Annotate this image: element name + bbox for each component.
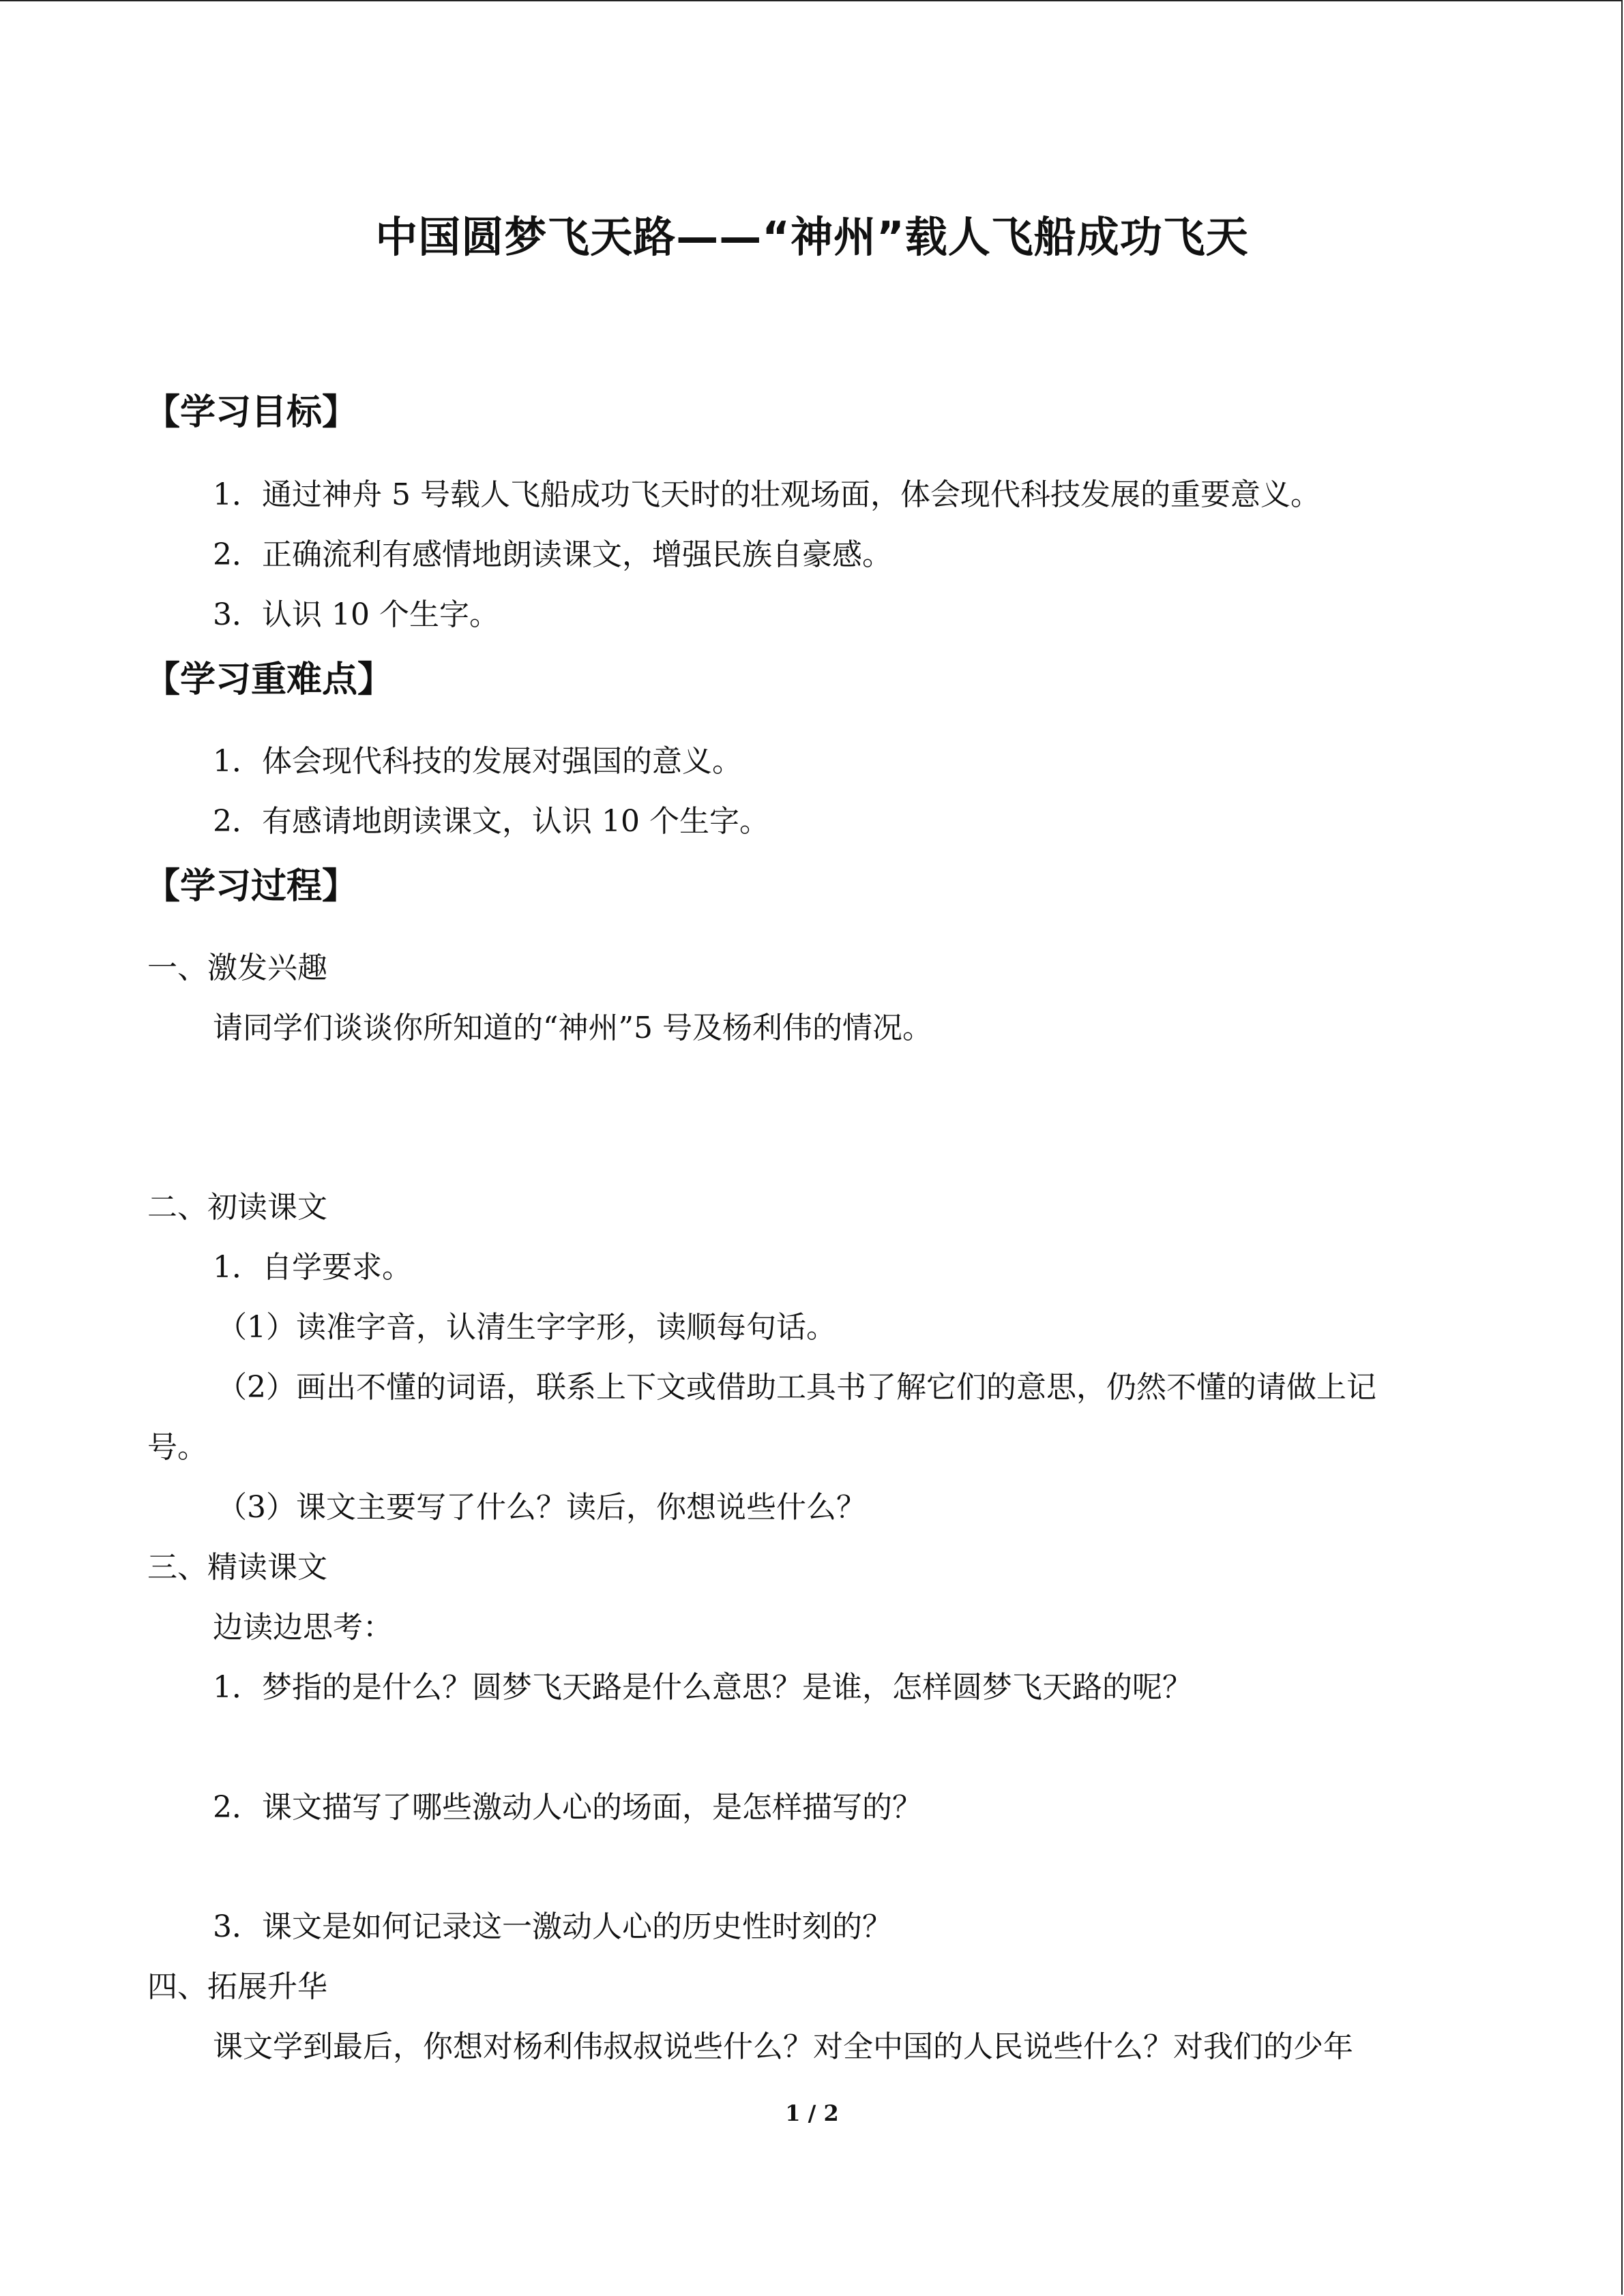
document-title: 中国圆梦飞天路——“神州”载人飞船成功飞天 <box>375 212 1249 262</box>
section-2-sub-2: （2）画出不懂的词语，联系上下文或借助工具书了解它们的意思，仍然不懂的请做上记 <box>217 1370 1376 1405</box>
section-3-question-3: 3．课文是如何记录这一激动人心的历史性时刻的？ <box>213 1909 892 1944</box>
section-3-question-2: 2．课文描写了哪些激动人心的场面，是怎样描写的？ <box>213 1790 922 1825</box>
page-number: 1 / 2 <box>785 2100 839 2126</box>
section-3-intro: 边读边思考： <box>213 1610 393 1645</box>
section-2-title: 二、初读课文 <box>147 1190 327 1225</box>
key-point-item-2: 2．有感请地朗读课文，认识 10 个生字。 <box>213 804 769 839</box>
section-2-sub-1: （1）读准字音，认清生字字形，读顺每句话。 <box>217 1310 836 1345</box>
section-2-item-1: 1．自学要求。 <box>213 1250 412 1285</box>
key-points-heading: 【学习重难点】 <box>145 659 394 700</box>
process-heading: 【学习过程】 <box>145 866 358 907</box>
section-1-title: 一、激发兴趣 <box>147 951 327 985</box>
section-3-question-1: 1．梦指的是什么？圆梦飞天路是什么意思？是谁，怎样圆梦飞天路的呢？ <box>213 1670 1192 1705</box>
section-3-title: 三、精读课文 <box>147 1550 327 1585</box>
goal-item-1: 1．通过神舟 5 号载人飞船成功飞天时的壮观场面，体会现代科技发展的重要意义。 <box>213 477 1320 512</box>
section-4-text: 课文学到最后，你想对杨利伟叔叔说些什么？对全中国的人民说些什么？对我们的少年 <box>213 2029 1353 2064</box>
section-2-sub-2-continued: 号。 <box>147 1430 207 1465</box>
goals-heading: 【学习目标】 <box>145 392 358 433</box>
section-4-title: 四、拓展升华 <box>147 1969 327 2004</box>
key-point-item-1: 1．体会现代科技的发展对强国的意义。 <box>213 744 742 779</box>
section-1-text: 请同学们谈谈你所知道的“神州”5 号及杨利伟的情况。 <box>213 1011 932 1045</box>
goal-item-3: 3．认识 10 个生字。 <box>213 597 499 632</box>
section-2-sub-3: （3）课文主要写了什么？读后，你想说些什么？ <box>217 1490 866 1525</box>
goal-item-2: 2．正确流利有感情地朗读课文，增强民族自豪感。 <box>213 537 892 572</box>
